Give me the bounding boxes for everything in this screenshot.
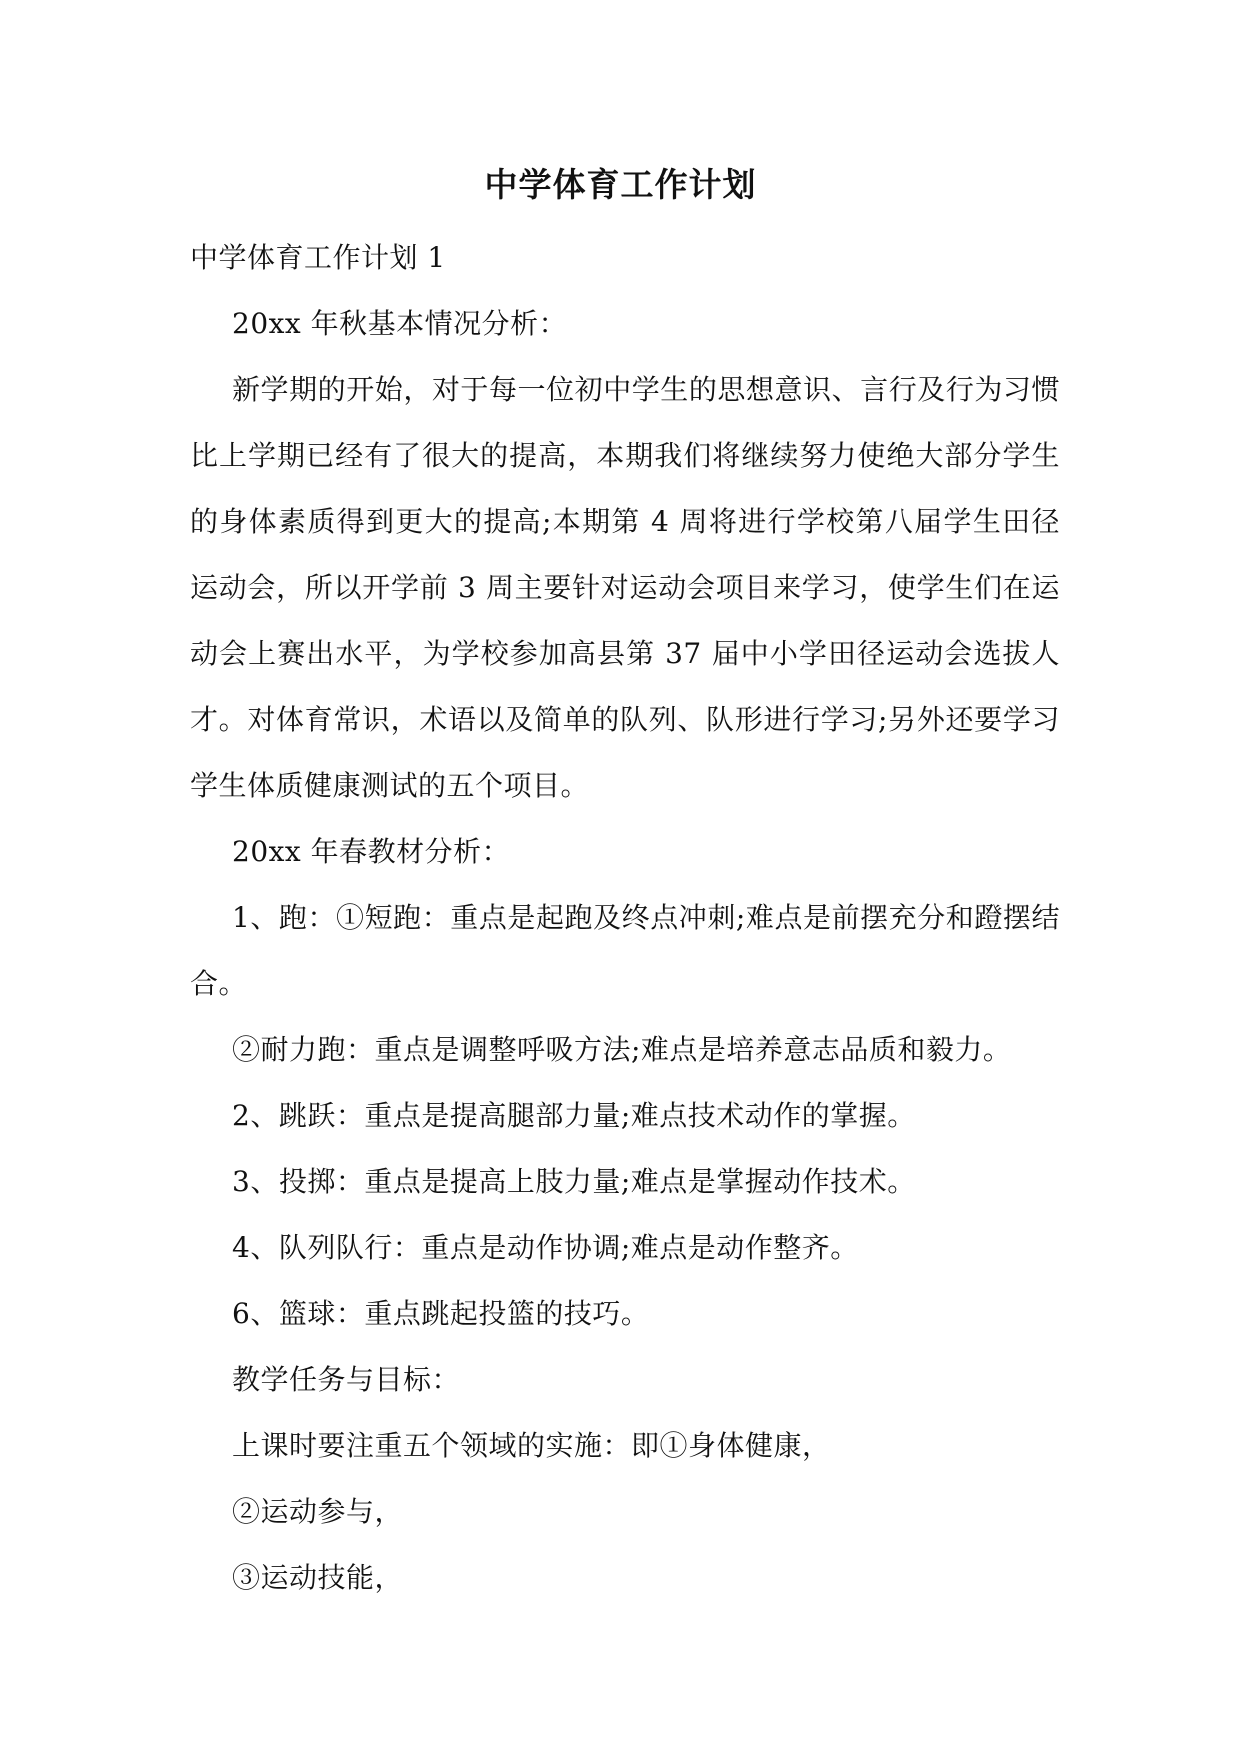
paragraph-sports-skills: ③运动技能， (232, 1561, 404, 1594)
paragraph-endurance-running: ②耐力跑：重点是调整呼吸方法;难点是培养意志品质和毅力。 (232, 1033, 1012, 1066)
paragraph-teaching-goals-heading: 教学任务与目标： (232, 1363, 461, 1396)
paragraph-jumping: 2、跳跃：重点是提高腿部力量;难点技术动作的掌握。 (232, 1099, 916, 1132)
paragraph-five-domains: 上课时要注重五个领域的实施：即①身体健康， (232, 1429, 831, 1462)
document-body (190, 225, 1060, 1611)
paragraph-formation: 4、队列队行：重点是动作协调;难点是动作整齐。 (232, 1231, 859, 1264)
paragraph-basketball: 6、篮球：重点跳起投篮的技巧。 (232, 1297, 650, 1330)
paragraph-spring-material-heading: 20xx 年春教材分析： (232, 835, 511, 868)
paragraph-new-semester: 新学期的开始，对于每一位初中学生的思想意识、言行及行为习惯比上学期已经有了很大的提高，本期我们将继续努力使绝大部分学生的身体素质得到更大的提高;本期第 4 周将进行学校第八届学生田径运动会，所以开学前 3 周主要针对运动会项目来学习，使学生们在运动会上赛出水平，为学校参加高县第 37 届中小学田径运动会选拔人才。对体育常识，术语以及简单的队列、队形进行学习;另外还要学习学生体质健康测试的五个项目。 (190, 373, 1060, 802)
document-title: 中学体育工作计划 (484, 165, 757, 204)
paragraph-autumn-analysis-heading: 20xx 年秋基本情况分析： (232, 307, 568, 340)
paragraph-throwing: 3、投掷：重点是提高上肢力量;难点是掌握动作技术。 (232, 1165, 916, 1198)
paragraph-sports-participation: ②运动参与， (232, 1495, 404, 1528)
paragraph-running: 1、跑：①短跑：重点是起跑及终点冲刺;难点是前摆充分和蹬摆结合。 (190, 901, 1060, 1000)
section-heading-plan-1: 中学体育工作计划 1 (190, 241, 446, 274)
